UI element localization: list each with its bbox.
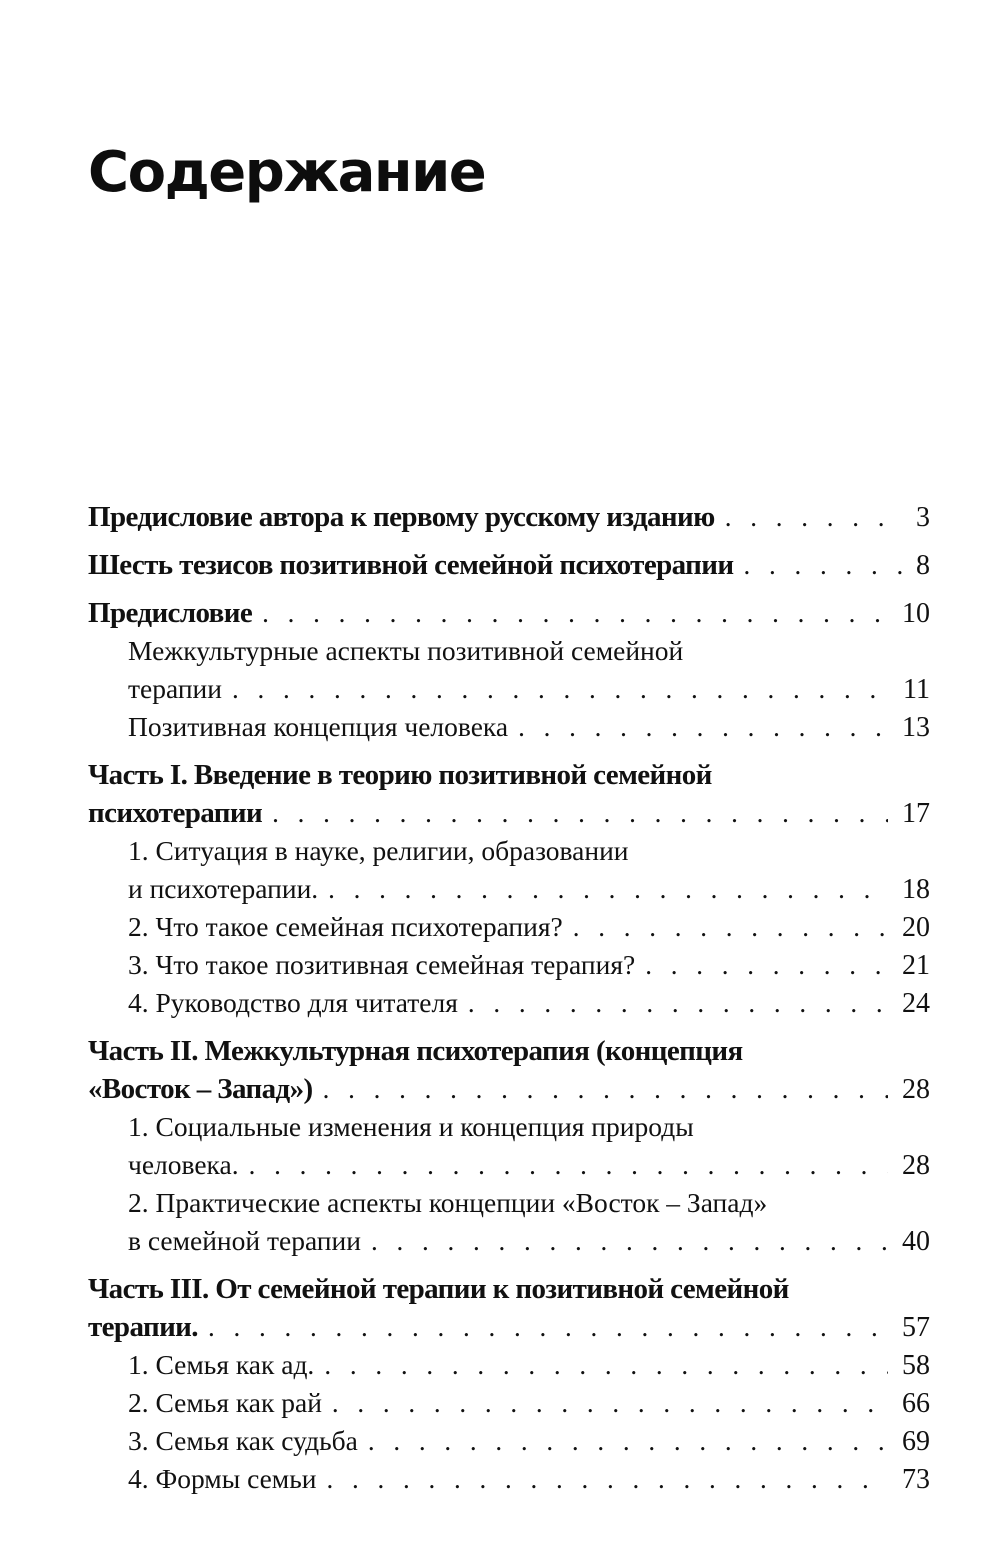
toc-entry-title: и психотерапии. [128, 873, 319, 904]
toc-page-number: 18 [902, 874, 930, 905]
toc-page-number: 10 [902, 598, 930, 629]
toc-entry-row [128, 1384, 930, 1422]
toc-section-entry[interactable] [88, 546, 930, 584]
toc-entry-row [88, 794, 930, 832]
toc-subsection-entry[interactable] [88, 1108, 930, 1184]
dot-leader [743, 546, 902, 584]
toc-subsection-entry[interactable] [88, 984, 930, 1022]
toc-entry-title: 3. Что такое позитивная семейная терапия? [128, 949, 636, 980]
dot-leader [725, 498, 902, 536]
toc-entry-row [128, 984, 930, 1022]
toc-entry-title: 4. Руководство для читателя [128, 987, 458, 1018]
toc-section-entry[interactable] [88, 1032, 930, 1108]
toc-entry-title: 2. Что такое семейная психотерапия? [128, 911, 563, 942]
toc-page-number: 28 [902, 1150, 930, 1181]
toc-entry-row [128, 1222, 930, 1260]
toc-entry-row [128, 1346, 930, 1384]
toc-subsection-entry[interactable] [88, 1384, 930, 1422]
toc-entry-row [128, 1422, 930, 1460]
toc-entry-title: «Восток – Запад») [88, 1073, 313, 1105]
toc-entry-row [88, 594, 930, 632]
toc-page-number: 28 [902, 1074, 930, 1105]
toc-section-entry[interactable] [88, 498, 930, 536]
toc-entry-title-line: Часть I. Введение в теорию позитивной семейной [88, 759, 712, 791]
dot-leader [249, 1146, 888, 1184]
dot-leader [468, 984, 888, 1022]
toc-entry-title-line: 1. Социальные изменения и концепция природы [128, 1111, 694, 1142]
dot-leader [326, 1460, 888, 1498]
dot-leader [645, 946, 888, 984]
toc-page-number: 8 [916, 550, 930, 581]
toc-entry-row [128, 870, 930, 908]
dot-leader [518, 708, 888, 746]
toc-page-number: 20 [902, 912, 930, 943]
toc-subsection-entry[interactable] [88, 1422, 930, 1460]
table-of-contents [88, 498, 930, 1498]
toc-entry-title-line: Часть III. От семейной терапии к позитивной семейной [88, 1273, 789, 1305]
toc-entry-title: 1. Семья как ад. [128, 1349, 315, 1380]
toc-entry-row [128, 1460, 930, 1498]
toc-page-number: 24 [902, 988, 930, 1019]
toc-page-number: 13 [902, 712, 930, 743]
toc-entry-title-line: Межкультурные аспекты позитивной семейной [128, 635, 684, 666]
toc-entry-row [88, 1070, 930, 1108]
toc-page-number: 69 [902, 1426, 930, 1457]
toc-entry-row [88, 1308, 930, 1346]
toc-entry-title-line: 1. Ситуация в науке, религии, образовании [128, 835, 629, 866]
toc-section-entry[interactable] [88, 1270, 930, 1346]
toc-entry-title: 3. Семья как судьба [128, 1425, 358, 1456]
toc-entry-title: человека. [128, 1149, 239, 1180]
dot-leader [332, 1384, 888, 1422]
dot-leader [232, 670, 889, 708]
dot-leader [272, 794, 888, 832]
toc-page-number: 17 [902, 798, 930, 829]
toc-entry-row [88, 546, 930, 584]
toc-subsection-entry[interactable] [88, 1460, 930, 1498]
toc-entry-title: Предисловие автора к первому русскому изданию [88, 501, 715, 533]
toc-page-number: 21 [902, 950, 930, 981]
toc-entry-title: терапии. [88, 1311, 198, 1343]
toc-entry-title: терапии [128, 673, 222, 704]
toc-entry-row [128, 1146, 930, 1184]
toc-entry-title: Предисловие [88, 597, 253, 629]
toc-page-number: 58 [902, 1350, 930, 1381]
dot-leader [208, 1308, 888, 1346]
toc-subsection-entry[interactable] [88, 946, 930, 984]
page-title: Содержание [88, 140, 486, 205]
dot-leader [368, 1422, 888, 1460]
toc-page-number: 3 [916, 502, 930, 533]
dot-leader [323, 1070, 888, 1108]
toc-subsection-entry[interactable] [88, 1184, 930, 1260]
toc-entry-title-line: Часть II. Межкультурная психотерапия (концепция [88, 1035, 743, 1067]
dot-leader [262, 594, 888, 632]
dot-leader [324, 1346, 888, 1384]
toc-entry-title: психотерапии [88, 797, 263, 829]
toc-subsection-entry[interactable] [88, 832, 930, 908]
toc-entry-title: Позитивная концепция человека [128, 711, 509, 742]
toc-entry-row [128, 946, 930, 984]
dot-leader [573, 908, 888, 946]
toc-subsection-entry[interactable] [88, 632, 930, 708]
toc-entry-row [128, 908, 930, 946]
toc-page-number: 57 [902, 1312, 930, 1343]
toc-subsection-entry[interactable] [88, 908, 930, 946]
toc-entry-title: 2. Семья как рай [128, 1387, 322, 1418]
toc-entry-row [88, 498, 930, 536]
toc-subsection-entry[interactable] [88, 1346, 930, 1384]
toc-entry-row [128, 708, 930, 746]
toc-entry-title-line: 2. Практические аспекты концепции «Восток – Запад» [128, 1187, 768, 1218]
toc-entry-title: 4. Формы семьи [128, 1463, 317, 1494]
toc-entry-title: Шесть тезисов позитивной семейной психотерапии [88, 549, 734, 581]
toc-page-number: 73 [902, 1464, 930, 1495]
toc-section-entry[interactable] [88, 594, 930, 632]
toc-entry-title: в семейной терапии [128, 1225, 361, 1256]
toc-page-number: 66 [902, 1388, 930, 1419]
toc-subsection-entry[interactable] [88, 708, 930, 746]
toc-page-number: 40 [902, 1226, 930, 1257]
toc-entry-row [128, 670, 930, 708]
toc-page-number: 11 [903, 674, 930, 705]
dot-leader [371, 1222, 888, 1260]
dot-leader [328, 870, 888, 908]
toc-section-entry[interactable] [88, 756, 930, 832]
